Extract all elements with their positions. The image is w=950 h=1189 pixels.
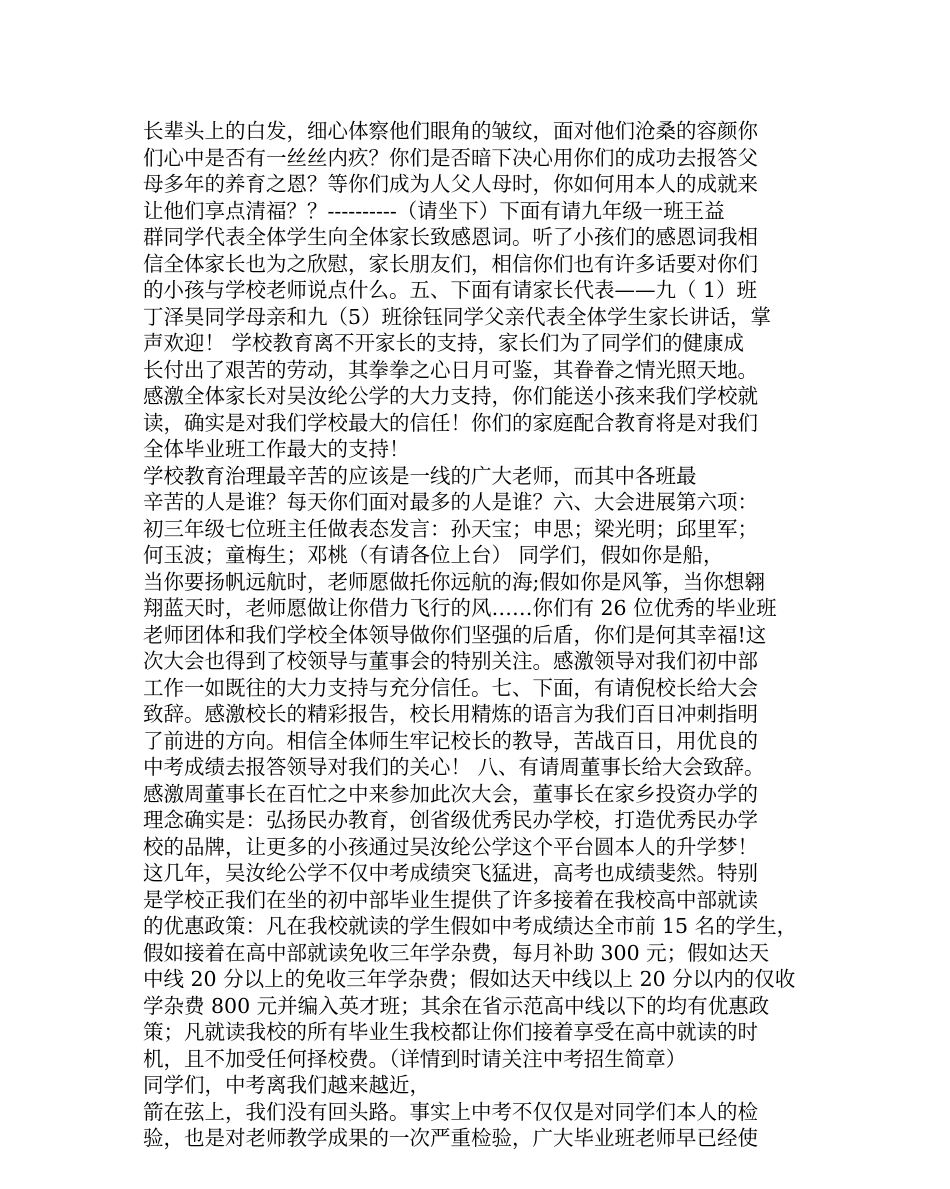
text-line: 信全体家长也为之欣慰，家长朋友们，相信你们也有许多话要对你们 [143,251,758,276]
text-line: 老师团体和我们学校全体领导做你们坚强的后盾，你们是何其幸福!这 [143,622,767,647]
text-line: 中线 20 分以上的免收三年学杂费；假如达天中线以上 20 分以内的仅收 [143,967,796,991]
text-line: 声欢迎！ 学校教育离不开家长的支持，家长们为了同学们的健康成 [143,331,745,355]
text-line: 群同学代表全体学生向全体家长致感恩词。听了小孩们的感恩词我相 [143,225,758,249]
text-line: 学校教育治理最辛苦的应该是一线的广大老师，而其中各班最 [143,463,697,488]
text-line: 致辞。感激校长的精彩报告，校长用精炼的语言为我们百日冲刺指明 [143,702,758,726]
text-line: 们心中是否有一丝丝内疚？你们是否暗下决心用你们的成功去报答父 [143,145,758,170]
text-line: 全体毕业班工作最大的支持！ [143,437,410,461]
text-line: 的小孩与学校老师说点什么。五、下面有请家长代表——九（ 1）班 [143,278,758,302]
text-line: 学杂费 800 元并编入英才班；其余在省示范高中线以下的均有优惠政 [143,993,770,1018]
text-line: 策；凡就读我校的所有毕业生我校都让你们接着享受在高中就读的时 [143,1020,758,1044]
text-line: 读，确实是对我们学校最大的信任！你们的家庭配合教育将是对我们 [143,410,758,435]
text-line: 何玉波；童梅生；邓桃（有请各位上台） 同学们，假如你是船， [143,543,724,567]
text-line: 母多年的养育之恩？等你们成为人父人母时，你如何用本人的成就来 [143,172,758,196]
text-line: 箭在弦上，我们没有回头路。事实上中考不仅仅是对同学们本人的检 [143,1099,758,1124]
text-line: 机，且不加受任何择校费。（详情到时请关注中考招生简章） [143,1046,687,1071]
text-line: 次大会也得到了校领导与董事会的特别关注。感激领导对我们初中部 [143,649,758,673]
text-line: 假如接着在高中部就读免收三年学杂费，每月补助 300 元；假如达天 [143,940,770,965]
text-line: 初三年级七位班主任做表态发言：孙天宝；申思；梁光明；邱里军； [143,516,758,541]
text-line: 了前进的方向。相信全体师生牢记校长的教导，苦战百日，用优良的 [143,728,758,753]
text-line: 感激周董事长在百忙之中来参加此次大会，董事长在家乡投资办学的 [143,781,758,806]
text-line: 长付出了艰苦的劳动，其拳拳之心日月可鉴，其眷眷之情光照天地。 [143,357,758,382]
text-line: 验，也是对老师教学成果的一次严重检验，广大毕业班老师早已经使 [143,1126,758,1150]
text-line: 中考成绩去报答领导对我们的关心！ 八、有请周董事长给大会致辞。 [143,755,765,779]
text-line: 让他们享点清福？？----------（请坐下）下面有请九年级一班王益 [143,198,725,223]
text-line: 理念确实是：弘扬民办教育，创省级优秀民办学校，打造优秀民办学 [143,808,758,832]
text-line: 工作一如既往的大力支持与充分信任。七、下面，有请倪校长给大会 [143,675,758,700]
text-line: 的优惠政策：凡在我校就读的学生假如中考成绩达全市前 15 名的学生， [143,914,798,938]
text-line: 长辈头上的白发，细心体察他们眼角的皱纹，面对他们沧桑的容颜你 [143,119,758,143]
text-line: 这几年，吴汝纶公学不仅中考成绩突飞猛进，高考也成绩斐然。特别 [143,861,758,885]
text-line: 辛苦的人是谁？每天你们面对最多的人是谁？六、大会进展第六项： [143,490,758,514]
text-line: 丁泽昊同学母亲和九（5）班徐钰同学父亲代表全体学生家长讲话，掌 [143,304,772,329]
text-line: 感激全体家长对吴汝纶公学的大力支持，你们能送小孩来我们学校就 [143,384,758,408]
text-line: 校的品牌，让更多的小孩通过吴汝纶公学这个平台圆本人的升学梦！ [143,834,758,859]
text-line: 是学校正我们在坐的初中部毕业生提供了许多接着在我校高中部就读 [143,887,758,912]
text-line: 当你要扬帆远航时，老师愿做托你远航的海;假如你是风筝，当你想翱 [143,569,765,594]
text-line: 翔蓝天时，老师愿做让你借力飞行的风……你们有 26 位优秀的毕业班 [143,596,777,620]
text-line: 同学们，中考离我们越来越近， [143,1073,430,1097]
body-text [143,118,823,1152]
